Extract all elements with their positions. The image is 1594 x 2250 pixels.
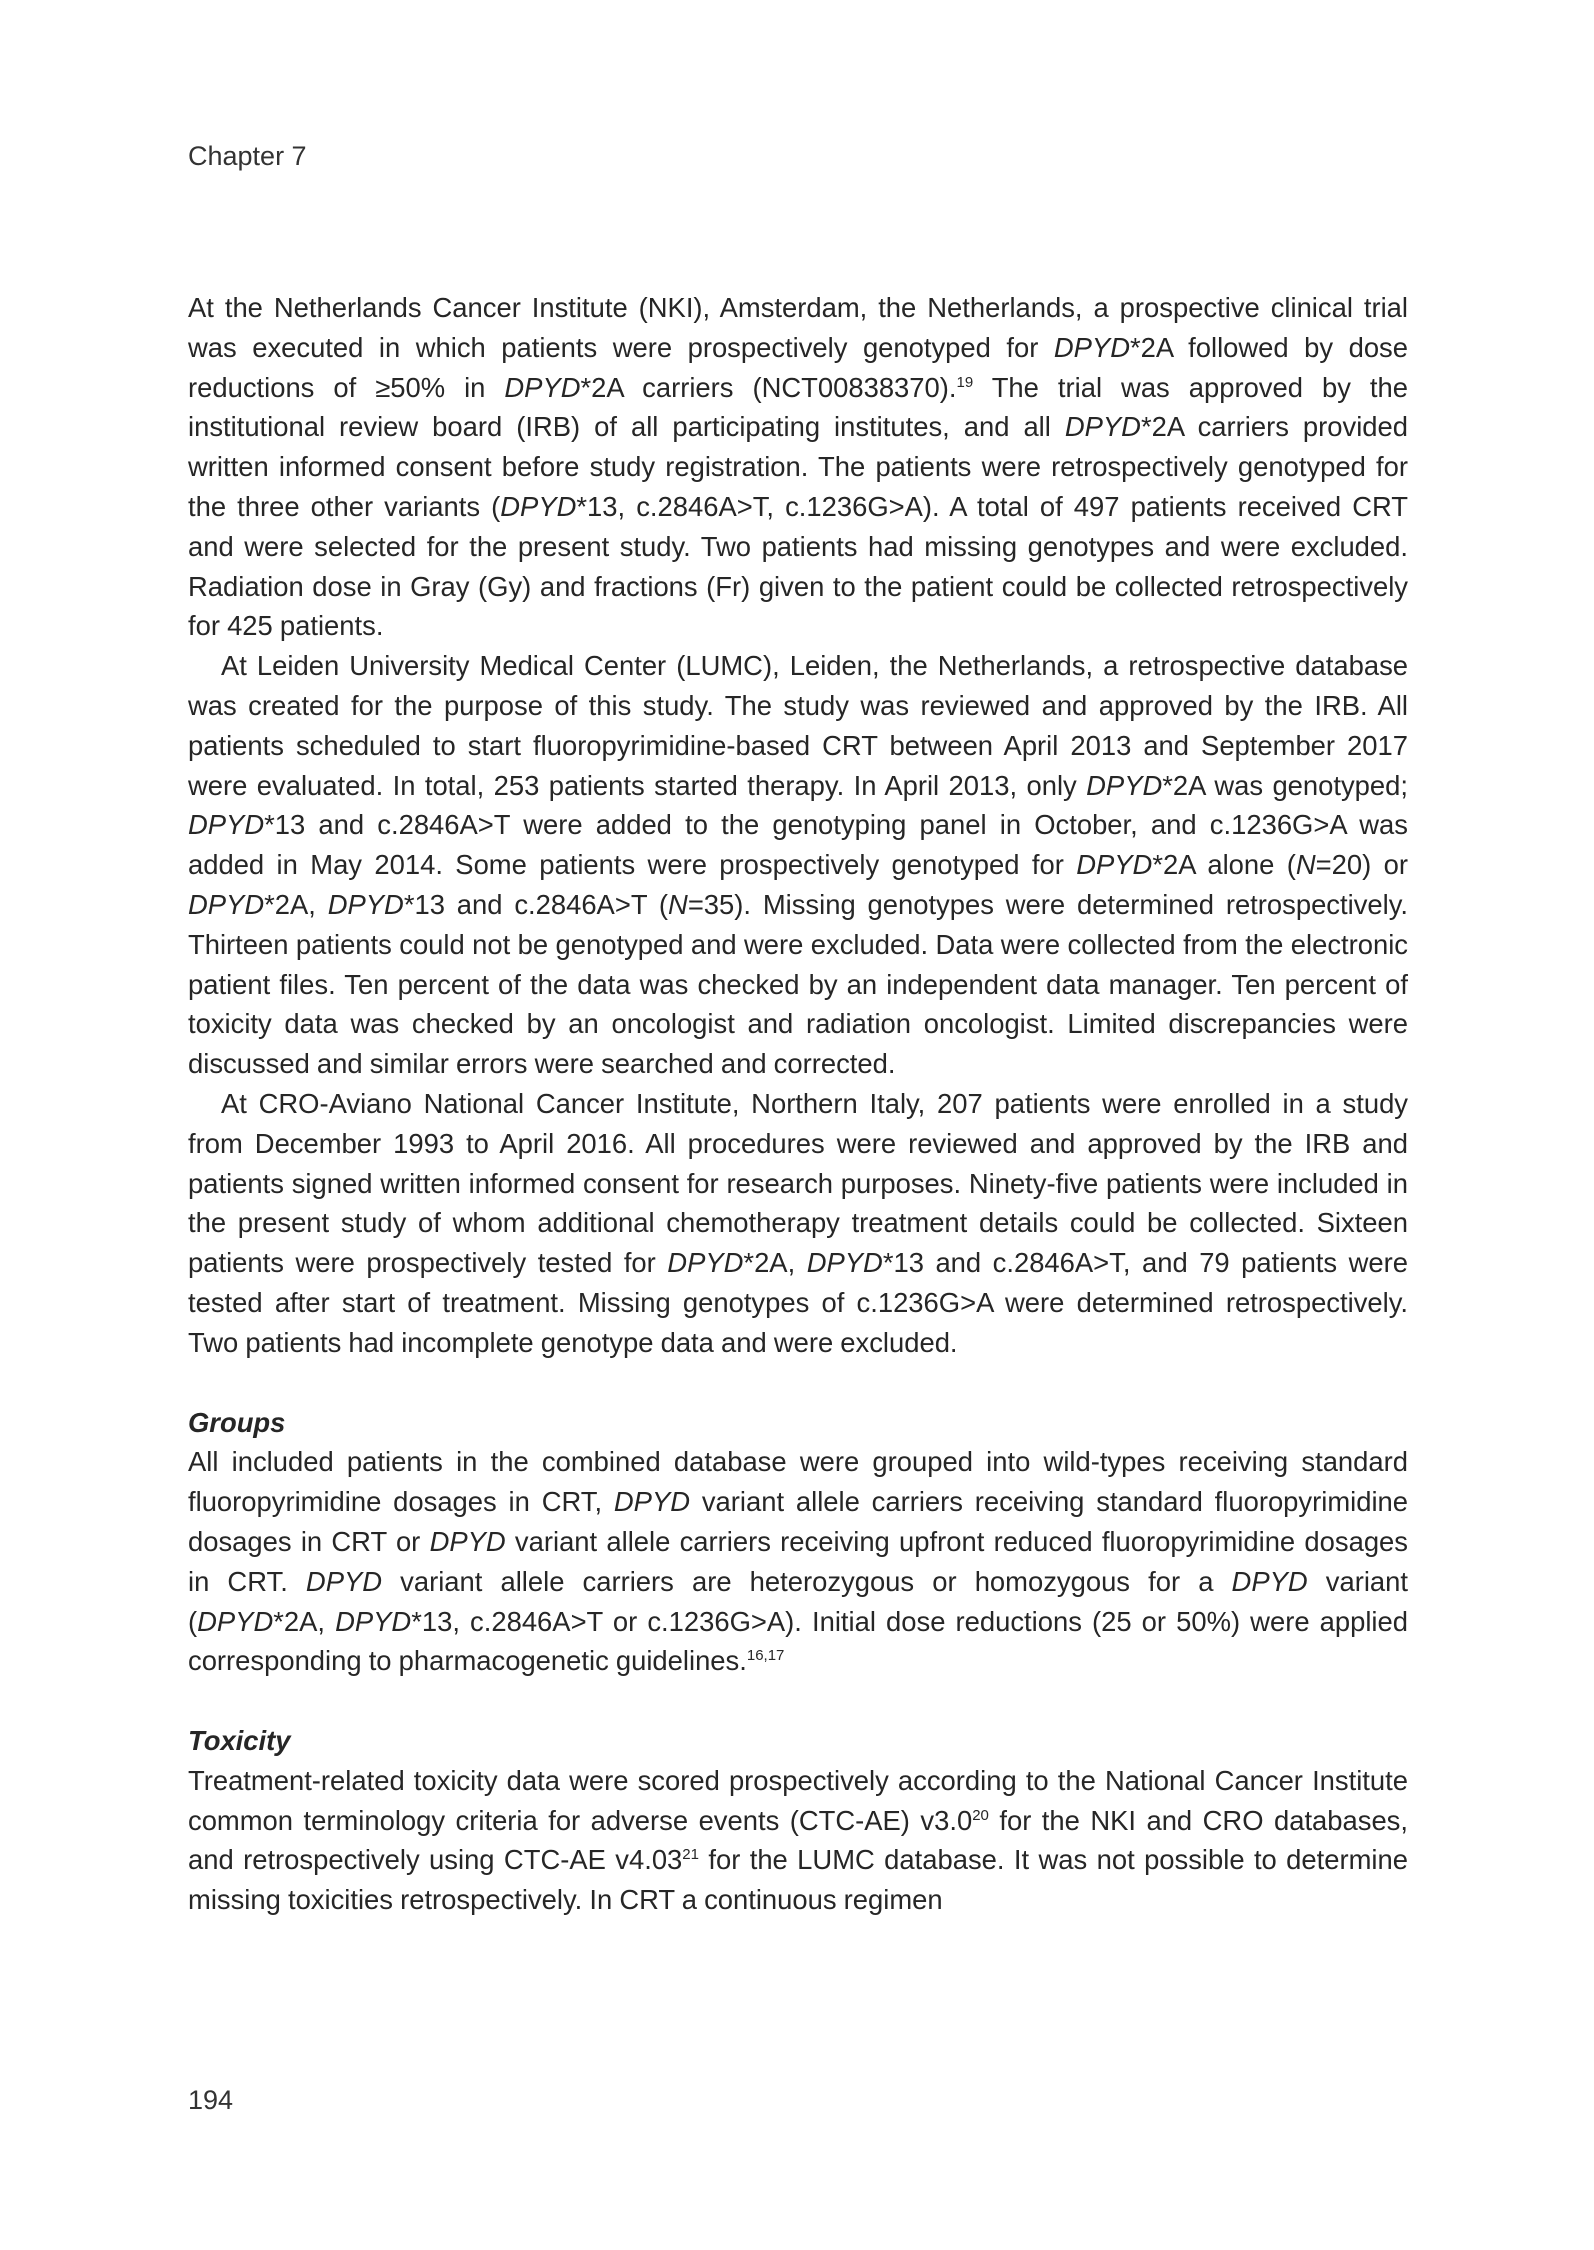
paragraph-groups: All included patients in the combined database were grouped into wild-types receiving standard fluoropyrimidine dosages in CRT, DPYD variant allele carriers receiving standard fluoropyrimidine dosages in CRT or DPYD variant allele carriers receiving upfront reduced fluoropyrimidine dosages in CRT. DPYD variant allele carriers are heterozygous or homozygous for a DPYD variant (DPYD*2A, DPYD*13, c.2846A>T or c.1236G>A). Initial dose reductions (25 or 50%) were applied corresponding to pharmacogenetic guidelines.$^{16,17}$ xyxy=(188,1446,1409,1677)
reference-superscript: 21 xyxy=(682,1846,699,1864)
running-head: Chapter 7 xyxy=(188,141,307,171)
reference-superscript: 19 xyxy=(956,373,974,391)
paragraph-nki: At the Netherlands Cancer Institute (NKI), Amsterdam, the Netherlands, a prospective clinical trial was executed in which patients were prospectively genotyped for DPYD*2A followed by dose reductions of ≥50% in DPYD*2A carriers (NCT00838370).$^{19}$ The trial was approved by the institutional review board (IRB) of all participating institutes, and all DPYD*2A carriers provided written informed consent before study registration. The patients were retrospectively genotyped for the three other variants (DPYD*13, c.2846A>T, c.1236G>A). A total of 497 patients received CRT and were selected for the present study. Two patients had missing genotypes and were excluded. Radiation dose in Gray (Gy) and fractions (Fr) given to the patient could be collected retrospectively for 425 patients. xyxy=(188,292,1408,642)
paragraph-toxicity: Treatment-related toxicity data were scored prospectively according to the National Cancer Institute common terminology criteria for adverse events (CTC-AE) $v3.0^{20}$ for the NKI and CRO databases, and retrospectively using CTC-AE v4.03$^{21}$ for the LUMC database. It was not possible to determine missing toxicities retrospectively. In CRT a continuous regimen xyxy=(188,1764,1408,1916)
body-text xyxy=(188,288,1408,1920)
section-heading-groups: Groups xyxy=(188,1406,286,1438)
paragraph-cro: At CRO-Aviano National Cancer Institute, Northern Italy, 207 patients were enrolled in a study from December 1993 to April 2016. All procedures were reviewed and approved by the IRB and patients signed written informed consent for research purposes. Ninety-five patients were included in the present study of whom additional chemotherapy treatment details could be collected. Sixteen patients were prospectively tested for DPYD*2A, DPYD*13 and c.2846A>T, and 79 patients were tested after start of treatment. Missing genotypes of c.1236G>A were determined retrospectively. Two patients had incomplete genotype data and were excluded. xyxy=(188,1087,1408,1358)
reference-superscript: 16,17 xyxy=(746,1647,785,1665)
reference-superscript: 20 xyxy=(972,1806,989,1824)
page-number: 194 xyxy=(188,2085,234,2115)
paragraph-lumc: At Leiden University Medical Center (LUMC), Leiden, the Netherlands, a retrospective database was created for the purpose of this study. The study was reviewed and approved by the IRB. All patients scheduled to start fluoropyrimidine-based CRT between April 2013 and September 2017 were evaluated. In total, 253 patients started therapy. In April 2013, only DPYD*2A was genotyped; DPYD*13 and c.2846A>T were added to the genotyping panel in October, and c.1236G>A was added in May 2014. Some patients were prospectively genotyped for DPYD*2A alone (N=20) or DPYD*2A, DPYD*13 and c.2846A>T (N=35). Missing genotypes were determined retrospectively. Thirteen patients could not be genotyped and were excluded. Data were collected from the electronic patient files. Ten percent of the data was checked by an independent data manager. Ten percent of toxicity data was checked by an oncologist and radiation oncologist. Limited discrepancies were discussed and similar errors were searched and corrected. xyxy=(188,650,1408,1080)
section-heading-toxicity: Toxicity xyxy=(188,1725,291,1757)
